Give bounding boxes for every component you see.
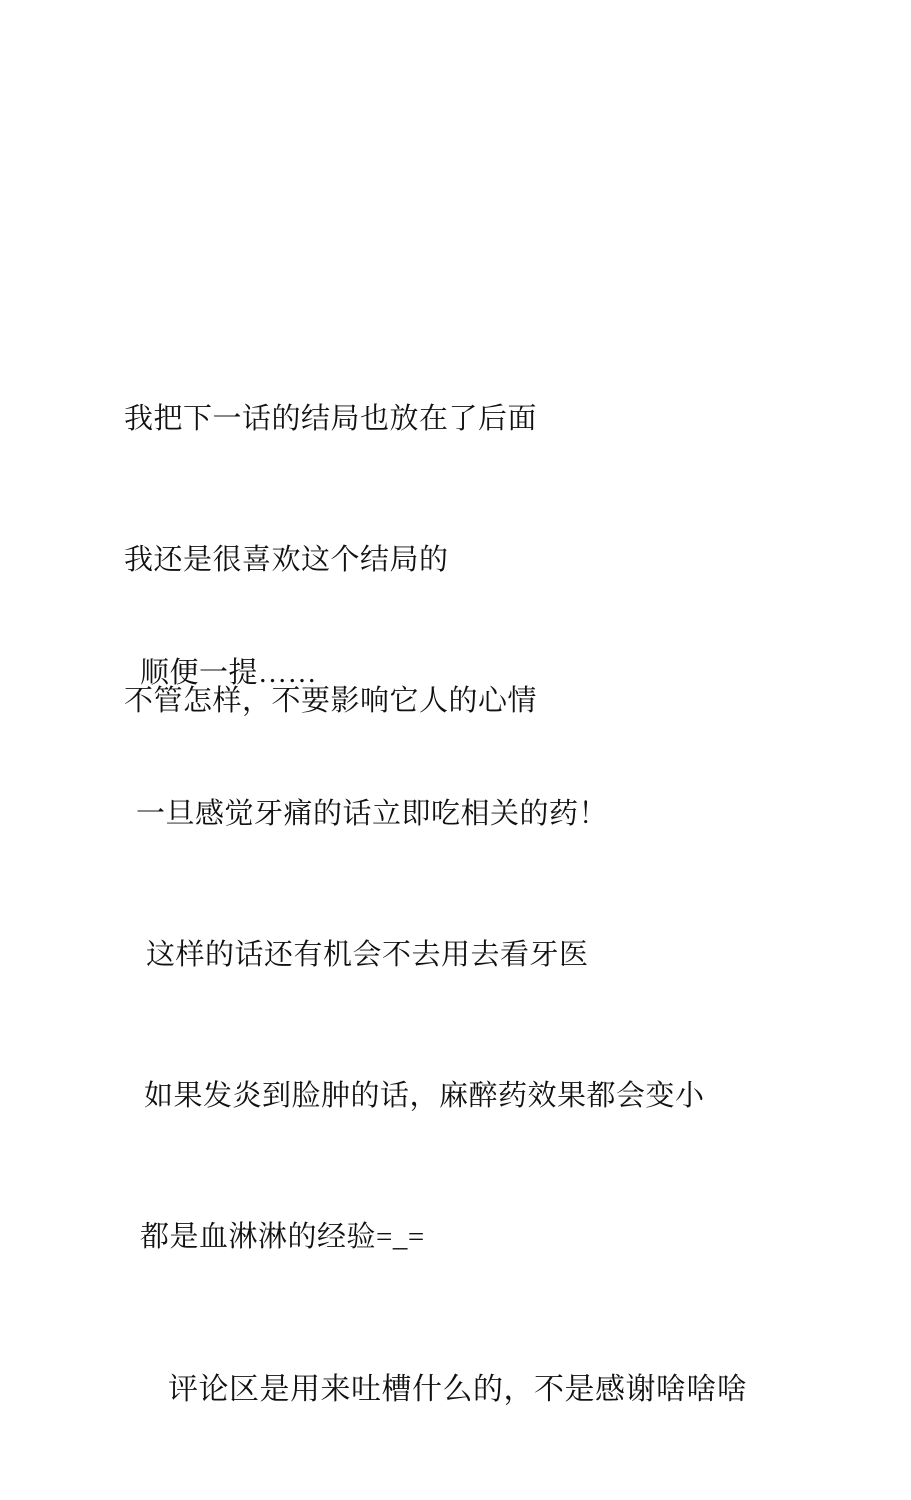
middle-note-line-1: 顺便一提…… bbox=[140, 657, 318, 689]
middle-note-line-3: 这样的话还有机会不去用去看牙医 bbox=[146, 939, 589, 971]
bottom-note-line-1: 评论区是用来吐槽什么的，不是感谢啥啥啥 bbox=[168, 1373, 748, 1406]
middle-note-line-4: 如果发炎到脸肿的话，麻醉药效果都会变小 bbox=[144, 1080, 705, 1112]
top-note-line-2: 我还是很喜欢这个结局的 bbox=[124, 544, 449, 576]
top-note-line-3: 不管怎样，不要影响它人的心情 bbox=[124, 685, 538, 717]
top-note-line-1: 我把下一话的结局也放在了后面 bbox=[124, 403, 538, 435]
middle-note-line-2: 一旦感觉牙痛的话立即吃相关的药！ bbox=[136, 798, 609, 830]
middle-note-block bbox=[136, 556, 705, 1355]
bottom-note-block bbox=[168, 1280, 748, 1500]
middle-note-line-5: 都是血淋淋的经验=_= bbox=[140, 1221, 425, 1253]
